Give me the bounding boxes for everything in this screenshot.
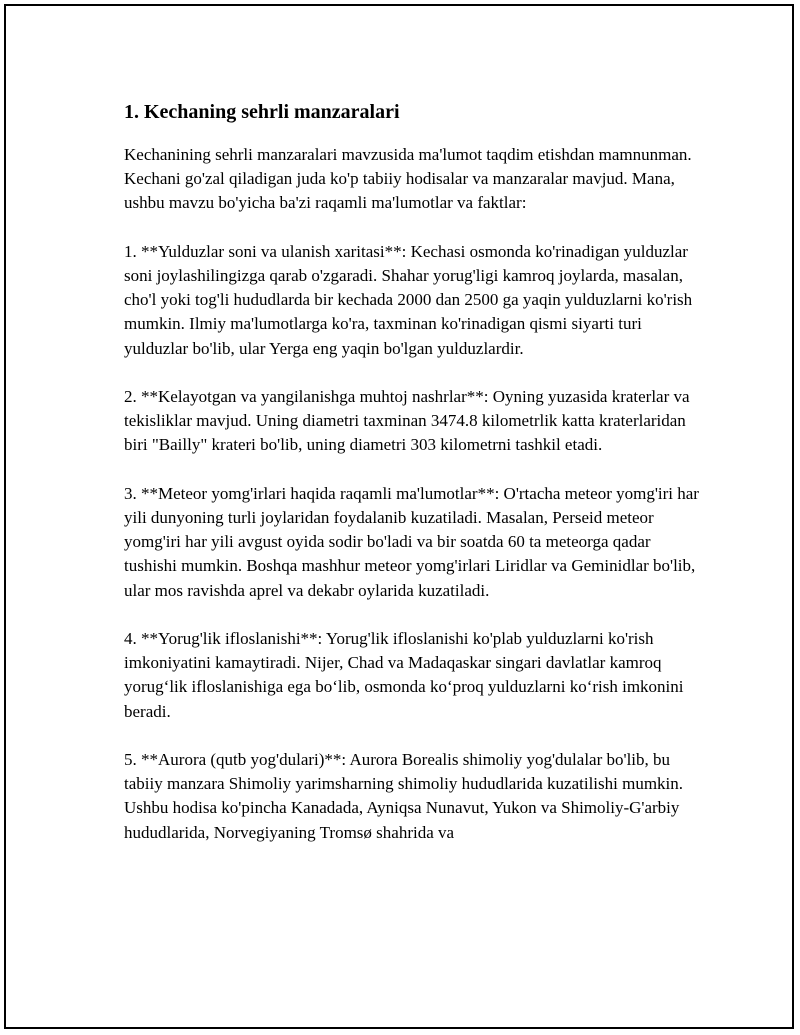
paragraph-light-pollution: 4. **Yorug'lik ifloslanishi**: Yorug'lik ifloslanishi ko'plab yulduzlarni ko'rish imkoniyatini kamaytiradi. Nijer, Chad va Madaqaskar singari davlatlar kamroq yorug‘lik ifloslanishiga ega bo‘lib, osmonda ko‘proq yulduzlarni ko‘rish imkonini beradi. (124, 629, 684, 721)
document-body (124, 98, 699, 869)
paragraph-aurora: 5. **Aurora (qutb yog'dulari)**: Aurora Borealis shimoliy yog'dulalar bo'lib, bu tabiiy manzara Shimoliy yarimsharning shimoliy hududlarida kuzatilishi mumkin. Ushbu hodisa ko'pincha Kanadada, Ayniqsa Nunavut, Yukon va Shimoliy-G'arbiy hududlarida, Norvegiyaning Tromsø shahrida va (124, 750, 684, 842)
page-border (4, 4, 794, 1029)
paragraph-moon-craters: 2. **Kelayotgan va yangilanishga muhtoj nashrlar**: Oyning yuzasida kraterlar va tekisliklar mavjud. Uning diametri taxminan 3474.8 kilometrlik katta kraterlaridan biri "Bailly" krateri bo'lib, uning diametri 303 kilometrni tashkil etadi. (124, 387, 690, 455)
intro-paragraph: Kechanining sehrli manzaralari mavzusida ma'lumot taqdim etishdan mamnunman. Kechani go'zal qiladigan juda ko'p tabiiy hodisalar va manzaralar mavjud. Mana, ushbu mavzu bo'yicha ba'zi raqamli ma'lumotlar va faktlar: (124, 145, 692, 213)
paragraph-stars: 1. **Yulduzlar soni va ulanish xaritasi**: Kechasi osmonda ko'rinadigan yulduzlar soni joylashilingizga qarab o'zgaradi. Shahar yorug'ligi kamroq joylarda, masalan, cho'l yoki tog'li hududlarda bir kechada 2000 dan 2500 ga yaqin yulduzlarni ko'rish mumkin. Ilmiy ma'lumotlarga ko'ra, taxminan ko'rinadigan qismi siyarti turi yulduzlar bo'lib, ular Yerga eng yaqin bo'lgan yulduzlardir. (124, 241, 693, 358)
paragraph-meteor-showers: 3. **Meteor yomg'irlari haqida raqamli ma'lumotlar**: O'rtacha meteor yomg'iri har yili dunyoning turli joylaridan foydalanib kuzatiladi. Masalan, Perseid meteor yomg'iri har yili avgust oyida sodir bo'ladi va bir soatda 60 ta meteorga qadar tushishi mumkin. Boshqa mashhur meteor yomg'irlari Liridlar va Geminidlar bo'lib, ular mos ravishda aprel va dekabr oylarida kuzatiladi. (124, 483, 699, 600)
document-title: 1. Kechaning sehrli manzaralari (124, 101, 400, 123)
